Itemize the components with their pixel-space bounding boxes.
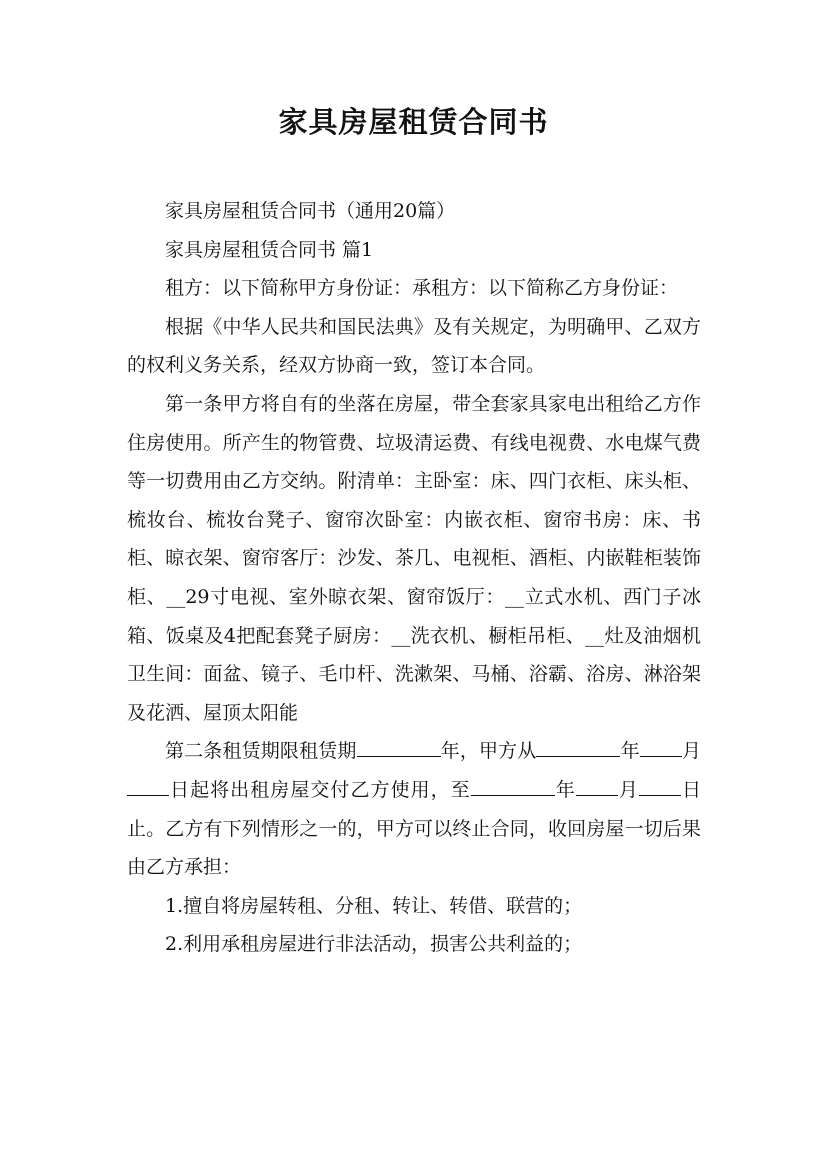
article-2-text-2: 年，甲方从 — [440, 740, 537, 763]
article-2-text-7: 月 — [617, 778, 639, 801]
article-2-text-1: 第二条租赁期限租赁期 — [165, 740, 357, 763]
paragraph-parties: 租方：以下简称甲方身份证：承租方：以下简称乙方身份证： — [165, 277, 679, 300]
document-body — [127, 192, 701, 964]
list-item: 2.利用承租房屋进行非法活动，损害公共利益的； — [165, 933, 583, 956]
list-item: 1.擅自将房屋转租、分租、转让、转借、联营的； — [165, 894, 583, 917]
fill-blank — [357, 737, 441, 757]
paragraph-article-2 — [127, 732, 701, 886]
document-title: 家具房屋租赁合同书 — [278, 105, 549, 139]
paragraph-basis: 根据《中华人民共和国民法典》及有关规定，为明确甲、乙双方的权利义务关系，经双方协商一致，签订本合同。 — [127, 315, 701, 377]
fill-blank — [639, 776, 681, 796]
paragraph-article-1: 第一条甲方将自有的坐落在房屋，带全套家具家电出租给乙方作住房使用。所产生的物管费、垃圾清运费、有线电视费、水电煤气费等一切费用由乙方交纳。附清单：主卧室：床、四门衣柜、床头柜、梳妆台、梳妆台凳子、窗帘次卧室：内嵌衣柜、窗帘书房：床、书柜、晾衣架、窗帘客厅：沙发、茶几、电视柜、酒柜、内嵌鞋柜装饰柜、__29寸电视、室外晾衣架、窗帘饭厅：__立式水机、西门子冰箱、饭桌及4把配套凳子厨房：__洗衣机、橱柜吊柜、__灶及油烟机卫生间：面盆、镜子、毛巾杆、洗漱架、马桶、浴霸、浴房、淋浴架及花洒、屋顶太阳能 — [127, 392, 701, 724]
article-2-text-4: 月 — [681, 740, 701, 763]
article-2-text-8: 日止。乙方有下列情形之一的，甲方可以终止合同，收回房屋一切后果由乙方承担： — [127, 778, 701, 879]
fill-blank — [127, 776, 169, 796]
fill-blank — [640, 737, 682, 757]
article-2-text-6: 年 — [554, 778, 576, 801]
article-2-text-3: 年 — [620, 740, 640, 763]
paragraph-section-heading: 家具房屋租赁合同书 篇1 — [165, 238, 374, 261]
article-2-text-5: 日起将出租房屋交付乙方使用，至 — [169, 778, 471, 801]
paragraph-subtitle: 家具房屋租赁合同书（通用20篇） — [165, 200, 456, 222]
fill-blank — [471, 776, 555, 796]
fill-blank — [536, 737, 620, 757]
fill-blank — [576, 776, 618, 796]
